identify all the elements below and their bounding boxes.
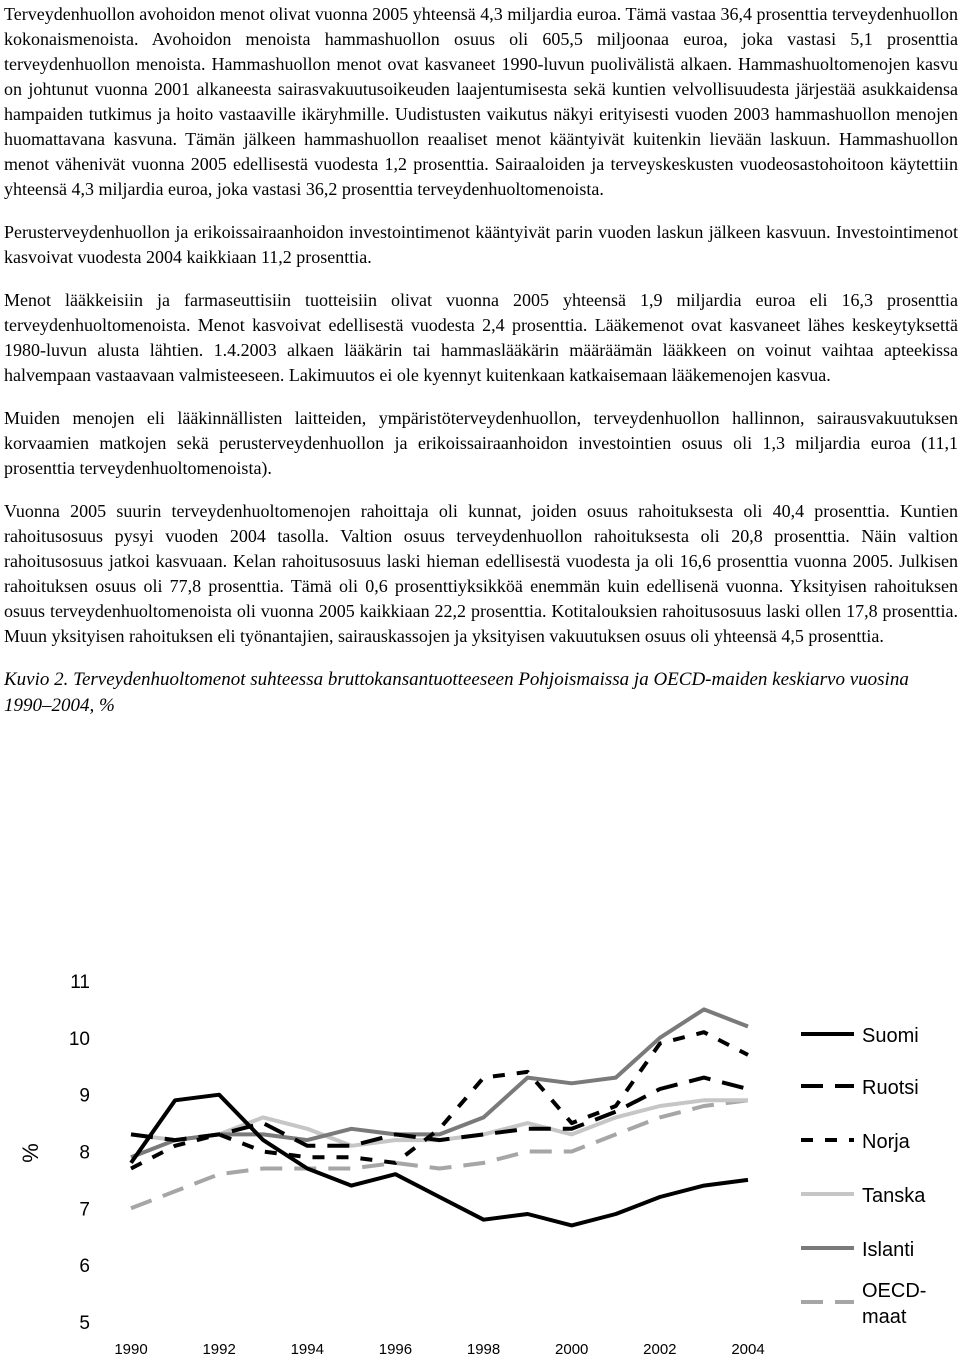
paragraph-laakkeet: Menot lääkkeisiin ja farmaseuttisiin tuotteisiin olivat vuonna 2005 yhteensä 1,9 miljardia euroa eli 16,3 prosenttia terveydenhuoltomenoista. Menot kasvoivat edellisestä vuodesta 2,4 prosenttia. Lääkemenot ovat kasvaneet lähes keskeytyksettä 1980-luvun alusta lähtien. 1.4.2003 alkaen lääkärin tai hammaslääkärin määräämän lääkkeen on voinut vaihtaa apteekissa halvempaan vastaavaan valmisteeseen. Lakimuutos ei ole kyennyt kuitenkaan katkaisemaan lääkemenojen kasvua.	[4, 290, 958, 385]
x-tick-label: 2002	[643, 1341, 677, 1357]
y-tick-label: 10	[68, 1028, 90, 1050]
x-tick-label: 1990	[114, 1341, 148, 1357]
x-tick-label: 1994	[290, 1341, 324, 1357]
y-tick-label: 6	[79, 1256, 90, 1278]
chart-svg	[0, 950, 960, 1357]
paragraph-muut-menot: Muiden menojen eli lääkinnällisten laitteiden, ympäristöterveydenhuollon, terveydenhuollon hallinnon, sairausvakuutuksen korvaamien matkojen sekä perusterveydenhuollon ja erikoissairaanhoidon investointien osuus oli 1,3 miljardia euroa (11,1 prosenttia terveydenhuoltomenoista).	[4, 408, 958, 478]
x-tick-label: 1992	[202, 1341, 236, 1357]
y-axis-label: %	[18, 1143, 43, 1163]
legend-label: Suomi	[862, 1025, 919, 1047]
y-tick-label: 7	[79, 1199, 90, 1221]
document-body	[4, 2, 958, 719]
paragraph-investoinnit: Perusterveydenhuollon ja erikoissairaanhoidon investointimenot kääntyivät parin vuoden laskun jälkeen kasvuun. Investointimenot kasvoivat vuodesta 2004 kaikkiaan 11,2 prosenttia.	[4, 222, 958, 267]
x-tick-label: 1996	[378, 1341, 413, 1357]
series-line-oecd-maat	[131, 1100, 748, 1208]
paragraph-rahoitus: Vuonna 2005 suurin terveydenhuoltomenojen rahoittaja oli kunnat, joiden osuus rahoituksesta oli 40,4 prosenttia. Kuntien rahoitusosuus pysyi vuoden 2004 tasolla. Valtion osuus terveydenhuollon rahoituksesta oli 20,8 prosenttia. Näin valtion rahoitusosuus jatkoi kasvuaan. Kelan rahoitusosuus laski hieman edellisestä vuodesta ja oli 16,6 prosenttia vuonna 2005. Julkisen rahoituksen osuus oli 77,8 prosenttia. Tämä oli 0,6 prosenttiyksikköä enemmän kuin edellisenä vuonna. Yksityisen rahoituksen osuus terveydenhuoltomenoista oli vuonna 2005 kaikkiaan 22,2 prosenttia. Kotitalouksien rahoitusosuus laski ollen 17,8 prosenttia. Muun yksityisen rahoituksen eli työnantajien, sairauskassojen ja yksityisen vakuutuksen osuus oli yhteensä 4,5 prosenttia.	[4, 501, 958, 646]
legend-label: Islanti	[862, 1239, 915, 1261]
figure-caption: Kuvio 2. Terveydenhuoltomenot suhteessa bruttokansantuotteeseen Pohjoismaissa ja OECD-maiden keskiarvo vuosina 1990–2004, %	[4, 669, 909, 716]
x-tick-label: 1998	[466, 1341, 501, 1357]
paragraph-avohoito: Terveydenhuollon avohoidon menot olivat vuonna 2005 yhteensä 4,3 miljardia euroa. Tämä vastaa 36,4 prosenttia terveydenhuollon kokonaismenoista. Avohoidon menoista hammashuollon osuus oli 605,5 miljoonaa euroa, joka vastasi 5,1 prosenttia terveydenhuollon menoista. Hammashuollon menot ovat kasvaneet 1990-luvun puolivälistä alkaen. Hammashuoltomenojen kasvu on johtunut vuonna 2001 alkaneesta sairasvakuutusoikeuden laajentumisesta sekä kuntien velvollisuudesta järjestää asukkaidensa hampaiden tutkimus ja hoito vastaaville ikäryhmille. Uudistusten vaikutus näkyi erityisesti vuoden 2003 hammashuollon menojen huomattavana kasvuna. Tämän jälkeen hammashuollon reaaliset menot kääntyivät kuitenkin lievään laskuun. Hammashuollon menot vähenivät vuonna 2005 edellisestä vuodesta 1,2 prosenttia. Sairaaloiden ja terveyskeskusten vuodeosastohoitoon käytettiin yhteensä 4,3 miljardia euroa, joka vastasi 36,2 prosenttia terveydenhuoltomenoista.	[4, 4, 958, 199]
x-tick-label: 2004	[731, 1341, 765, 1357]
y-tick-label: 9	[79, 1085, 90, 1107]
y-tick-label: 8	[79, 1142, 90, 1164]
legend-label: Tanska	[862, 1185, 926, 1207]
y-tick-label: 11	[70, 972, 90, 993]
x-tick-label: 2000	[555, 1341, 589, 1357]
legend-label: OECD-	[862, 1280, 927, 1302]
y-tick-label: 5	[79, 1313, 90, 1334]
series-line-suomi	[131, 1095, 748, 1226]
legend-label: maat	[862, 1306, 907, 1328]
legend-label: Norja	[862, 1131, 910, 1153]
line-chart	[0, 950, 960, 1357]
legend-label: Ruotsi	[862, 1077, 919, 1099]
